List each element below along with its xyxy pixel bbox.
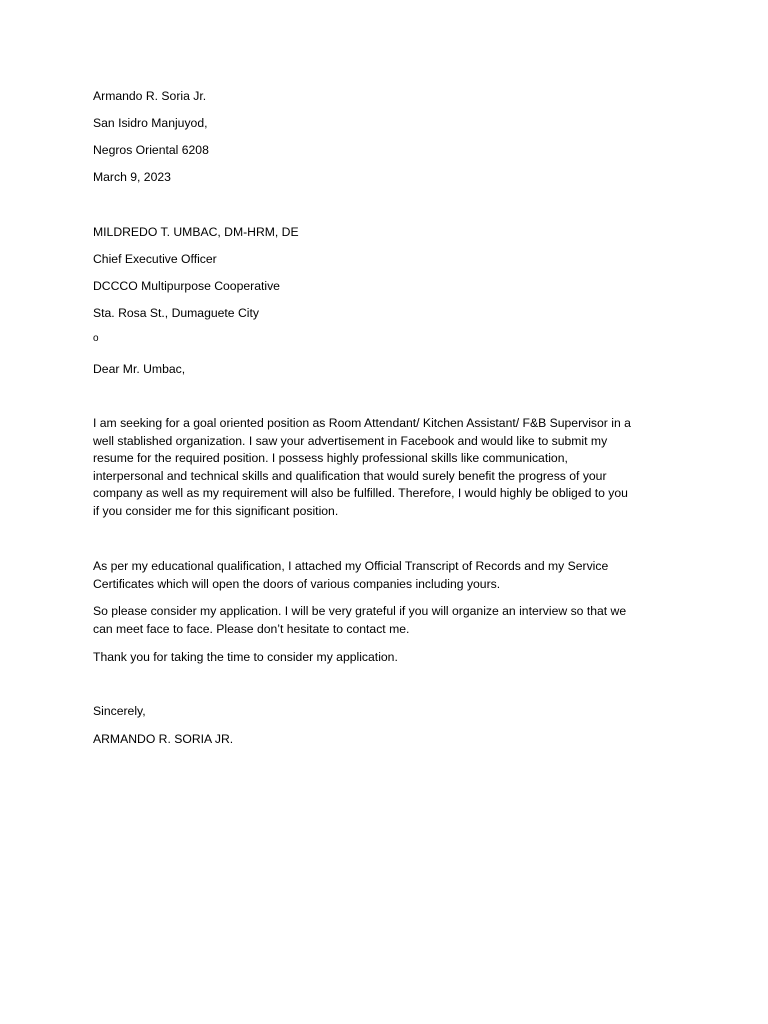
recipient-name: MILDREDO T. UMBAC, DM-HRM, DE <box>93 225 299 239</box>
paragraph-line: company as well as my requirement will also be fulfilled. Therefore, I would highly be obliged to you <box>93 486 628 501</box>
recipient-organization: DCCCO Multipurpose Cooperative <box>93 279 280 293</box>
body-paragraph-4: Thank you for taking the time to consider my application. <box>93 650 398 664</box>
sender-address-line1: San Isidro Manjuyod, <box>93 116 208 130</box>
paragraph-line: well stablished organization. I saw your advertisement in Facebook and would like to submit my <box>93 433 608 448</box>
recipient-title: Chief Executive Officer <box>93 252 217 266</box>
paragraph-line: I am seeking for a goal oriented position as Room Attendant/ Kitchen Assistant/ F&B Supervisor in a <box>93 416 631 430</box>
body-paragraph-1 <box>93 415 683 521</box>
paragraph-line: can meet face to face. Please don’t hesitate to contact me. <box>93 621 410 636</box>
letter-date: March 9, 2023 <box>93 170 171 184</box>
paragraph-line: if you consider me for this significant position. <box>93 503 339 518</box>
sender-name: Armando R. Soria Jr. <box>93 89 207 103</box>
paragraph-line: Certificates which will open the doors of various companies including yours. <box>93 576 501 591</box>
paragraph-line: So please consider my application. I will be very grateful if you will organize an interview so that we <box>93 604 627 618</box>
paragraph-line: interpersonal and technical skills and qualification that would surely benefit the progress of your <box>93 468 607 483</box>
stray-mark: o <box>93 333 99 344</box>
body-paragraph-2 <box>93 558 683 593</box>
paragraph-line: As per my educational qualification, I attached my Official Transcript of Records and my Service <box>93 559 609 573</box>
signature-name: ARMANDO R. SORIA JR. <box>93 732 234 746</box>
closing: Sincerely, <box>93 704 146 718</box>
body-paragraph-3 <box>93 603 683 638</box>
salutation: Dear Mr. Umbac, <box>93 362 186 376</box>
sender-address-line2: Negros Oriental 6208 <box>93 143 209 157</box>
paragraph-line: resume for the required position. I possess highly professional skills like communication, <box>93 451 568 466</box>
recipient-address: Sta. Rosa St., Dumaguete City <box>93 306 259 320</box>
